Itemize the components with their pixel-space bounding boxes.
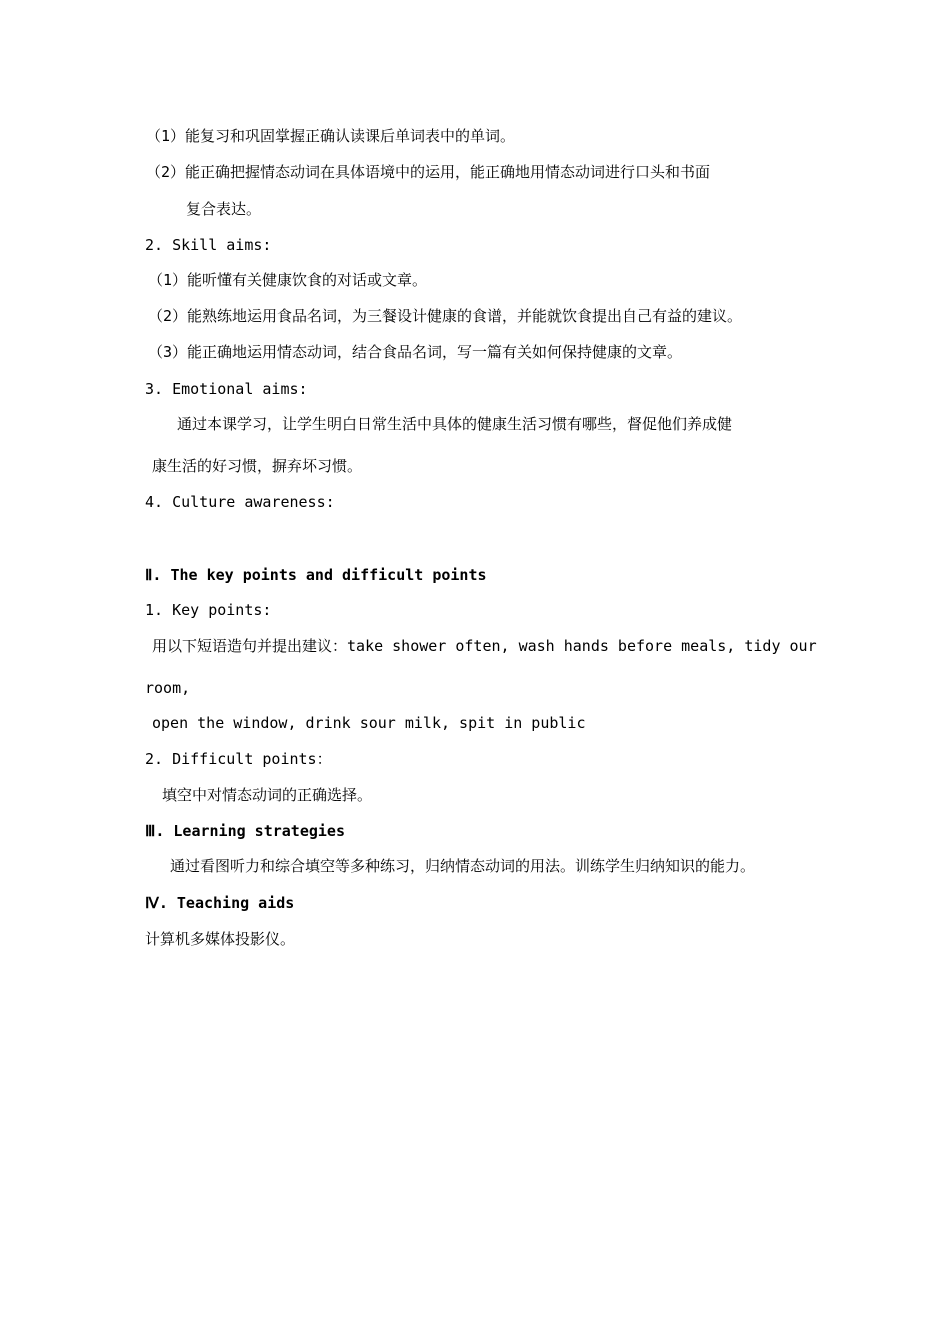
emotional-aims-text-line-2: 康生活的好习惯，摒弃坏习惯。 (152, 457, 363, 475)
key-points-line-3: open the window, drink sour milk, spit in public (152, 714, 586, 732)
culture-awareness-heading: 4. Culture awareness: (145, 493, 335, 511)
emotional-aims-text-line-1: 通过本课学习，让学生明白日常生活中具体的健康生活习惯有哪些，督促他们养成健 (177, 415, 733, 433)
skill-aim-item-1: （1）能听懂有关健康饮食的对话或文章。 (148, 271, 428, 289)
key-points-label: 1. Key points: (145, 601, 272, 619)
key-difficult-points-heading: Ⅱ. The key points and difficult points (145, 566, 487, 584)
teaching-aids-heading: Ⅳ. Teaching aids (145, 894, 295, 912)
learning-strategies-text: 通过看图听力和综合填空等多种练习，归纳情态动词的用法。训练学生归纳知识的能力。 (170, 857, 756, 875)
skill-aims-heading: 2. Skill aims: (145, 236, 272, 254)
knowledge-aim-item-2-line-1: （2）能正确把握情态动词在具体语境中的运用，能正确地用情态动词进行口头和书面 (146, 163, 711, 181)
difficult-points-text: 填空中对情态动词的正确选择。 (162, 786, 373, 804)
learning-strategies-heading: Ⅲ. Learning strategies (145, 822, 345, 840)
difficult-points-label: 2. Difficult points： (145, 750, 332, 768)
key-points-line-2: room, (145, 679, 191, 697)
key-points-line-1: 用以下短语造句并提出建议：take shower often, wash hands before meals, tidy our (152, 637, 817, 655)
skill-aim-item-2: （2）能熟练地运用食品名词，为三餐设计健康的食谱，并能就饮食提出自己有益的建议。 (148, 307, 743, 325)
knowledge-aim-item-2-line-2: 复合表达。 (186, 200, 262, 218)
emotional-aims-heading: 3. Emotional aims: (145, 380, 308, 398)
teaching-aids-text: 计算机多媒体投影仪。 (145, 930, 296, 948)
knowledge-aim-item-1: （1）能复习和巩固掌握正确认读课后单词表中的单词。 (146, 127, 516, 145)
skill-aim-item-3: （3）能正确地运用情态动词，结合食品名词，写一篇有关如何保持健康的文章。 (148, 343, 683, 361)
